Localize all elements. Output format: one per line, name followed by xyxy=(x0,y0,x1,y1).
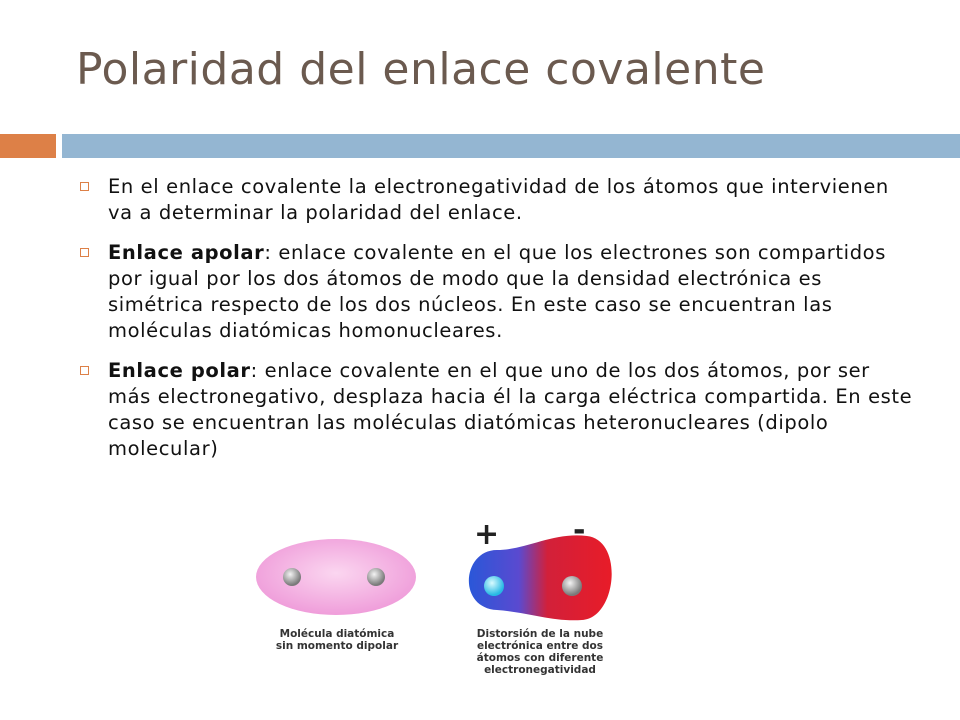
square-bullet-icon xyxy=(80,182,89,191)
bullet-bold-term: Enlace polar xyxy=(108,359,251,382)
bullet-text: En el enlace covalente la electronegatividad de los átomos que intervienen va a determinar la polaridad del enlace. xyxy=(108,175,889,224)
accent-bar-orange xyxy=(0,134,56,158)
bullet-text: : enlace covalente en el que los electrones son compartidos por igual por los dos átomos de modo que la densidad electrónica es simétrica respecto de los dos núcleos. En este caso se encuentran las moléculas diatómicas homonucleares. xyxy=(108,241,886,342)
left-caption xyxy=(252,628,422,652)
slide-title: Polaridad del enlace covalente xyxy=(76,44,766,95)
molecule-figure xyxy=(252,513,632,695)
caption-line: electronegatividad xyxy=(484,664,596,676)
caption-line: Distorsión de la nube xyxy=(476,628,604,640)
caption-line: electrónica entre dos xyxy=(476,640,604,652)
square-bullet-icon xyxy=(80,248,89,257)
bullet-item xyxy=(76,240,916,344)
negative-sign: - xyxy=(573,513,586,548)
positive-sign: + xyxy=(474,517,500,552)
caption-line: átomos con diferente xyxy=(476,652,604,664)
right-caption xyxy=(450,628,630,676)
atom-right xyxy=(367,568,385,586)
atom-negative xyxy=(562,576,582,596)
bullet-bold-term: Enlace apolar xyxy=(108,241,265,264)
bullet-list xyxy=(76,174,916,476)
pink-electron-cloud xyxy=(256,539,416,615)
atom-left xyxy=(283,568,301,586)
accent-bar-blue xyxy=(62,134,960,158)
atom-positive xyxy=(484,576,504,596)
bullet-text: : enlace covalente en el que uno de los dos átomos, por ser más electronegativo, desplaza hacia él la carga eléctrica compartida. En este caso se encuentran las moléculas diatómicas heteronucleares (dipolo molecular) xyxy=(108,359,913,460)
bullet-item xyxy=(76,358,916,462)
bullet-item xyxy=(76,174,916,226)
caption-line: sin momento dipolar xyxy=(275,640,399,652)
caption-line: Molécula diatómica xyxy=(279,628,395,640)
square-bullet-icon xyxy=(80,366,89,375)
